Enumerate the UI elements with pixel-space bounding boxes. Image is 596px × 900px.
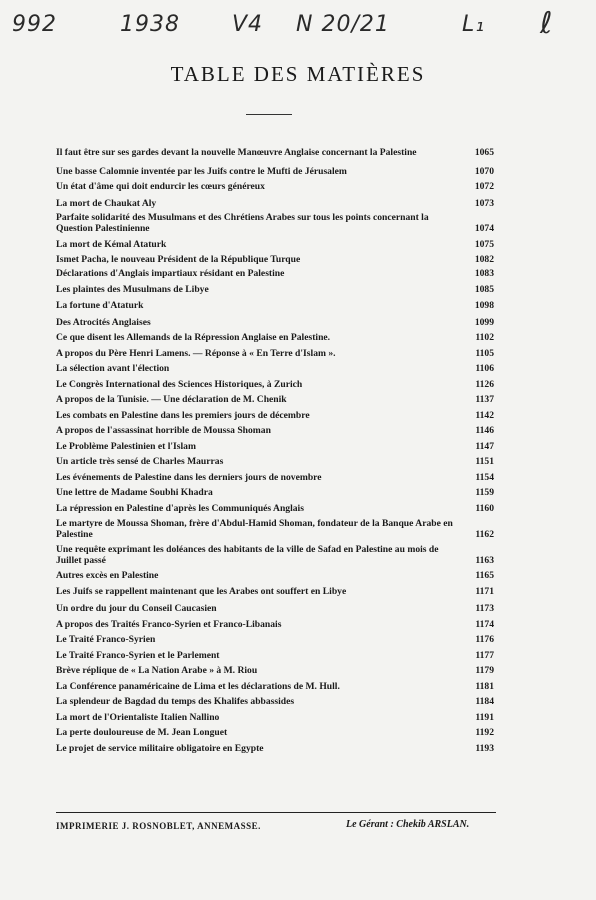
toc-entry (56, 651, 494, 662)
toc-entry-page: 1160 (475, 502, 494, 514)
toc-entry (56, 682, 494, 693)
toc-entry (56, 269, 494, 280)
toc-entry-title: La sélection avant l'élection (56, 363, 170, 374)
toc-entry-title: A propos de la Tunisie. — Une déclaration de M. Chenik (56, 394, 287, 405)
toc-entry-title: Le Congrès International des Sciences Historiques, à Zurich (56, 378, 303, 390)
toc-entry-page: 1179 (475, 665, 494, 676)
toc-entry-page: 1162 (475, 528, 494, 540)
toc-entry-title: La mort de Kémal Ataturk (56, 239, 167, 250)
toc-entry-page: 1184 (475, 696, 494, 707)
toc-entry (56, 285, 494, 296)
toc-entry-page: 1181 (475, 680, 494, 692)
toc-entry (56, 697, 494, 708)
toc-entry-page: 1126 (475, 378, 494, 390)
toc-entry-title: Brève réplique de « La Nation Arabe » à M. Riou (56, 665, 258, 676)
toc-entry (56, 182, 494, 193)
toc-entry-title: Un état d'âme qui doit endurcir les cœurs généreux (56, 181, 265, 192)
toc-entry (56, 713, 494, 724)
toc-entry-title: Les Juifs se rappellent maintenant que les Arabes ont souffert en Libye (56, 585, 347, 597)
toc-entry-title: A propos de l'assassinat horrible de Moussa Shoman (56, 425, 271, 436)
toc-entry (56, 604, 494, 615)
toc-entry-title: Il faut être sur ses gardes devant la nouvelle Manœuvre Anglaise concernant la Palestine (56, 147, 417, 158)
toc-entry-title: Le Traité Franco-Syrien (56, 634, 156, 645)
table-of-contents (56, 143, 494, 754)
handwritten-note-5: L₁ (462, 12, 486, 37)
toc-entry-title: Le martyre de Moussa Shoman, frère d'Abdul-Hamid Shoman, fondateur de la Banque Arabe en Palestine (56, 518, 453, 540)
printer-imprint: IMPRIMERIE J. ROSNOBLET, ANNEMASSE. (56, 821, 261, 831)
toc-entry-title: Parfaite solidarité des Musulmans et des Chrétiens Arabes sur tous les points concernant la Question Palestinienne (56, 212, 429, 234)
toc-entry-page: 1177 (475, 649, 494, 661)
toc-entry (56, 240, 494, 251)
toc-entry-page: 1074 (474, 222, 494, 234)
toc-entry-title: La fortune d'Ataturk (56, 300, 144, 311)
toc-entry-title: Des Atrocités Anglaises (56, 316, 151, 328)
toc-entry-page: 1070 (474, 165, 494, 177)
toc-entry-title: Autres excès en Palestine (56, 570, 159, 581)
handwritten-note-1: 992 (12, 12, 57, 37)
toc-entry-page: 1099 (474, 316, 494, 328)
toc-entry-title: La mort de Chaukat Aly (56, 197, 157, 209)
toc-entry-page: 1191 (475, 711, 494, 723)
toc-entry (56, 457, 494, 468)
toc-entry-page: 1082 (474, 253, 494, 265)
gerant-signature: Le Gérant : Chekib ARSLAN. (346, 819, 470, 830)
toc-entry-page: 1102 (475, 332, 494, 343)
toc-entry-page: 1173 (475, 603, 494, 614)
toc-entry (56, 545, 494, 566)
toc-entry (56, 395, 494, 406)
toc-entry-page: 1151 (475, 456, 494, 467)
toc-entry-page: 1192 (475, 727, 494, 738)
toc-entry-title: Les plaintes des Musulmans de Libye (56, 283, 209, 295)
toc-entry-title: Le Problème Palestinien et l'Islam (56, 440, 196, 452)
toc-entry-title: A propos des Traités Franco-Syrien et Franco-Libanais (56, 618, 282, 630)
toc-entry (56, 519, 494, 540)
handwritten-note-2: 1938 (120, 12, 180, 37)
handwritten-note-4: N 20/21 (296, 12, 390, 37)
toc-entry-title: Le projet de service militaire obligatoire en Egypte (56, 742, 264, 754)
toc-entry (56, 167, 494, 178)
toc-entry-page: 1083 (474, 268, 494, 279)
toc-entry (56, 620, 494, 631)
toc-entry-page: 1154 (475, 471, 494, 483)
toc-entry-title: Ismet Pacha, le nouveau Président de la République Turque (56, 253, 301, 265)
toc-entry-page: 1142 (475, 409, 494, 421)
toc-entry (56, 349, 494, 360)
toc-entry-page: 1098 (474, 300, 494, 311)
toc-entry-title: Ce que disent les Allemands de la Répression Anglaise en Palestine. (56, 332, 331, 343)
toc-entry-title: La mort de l'Orientaliste Italien Nallino (56, 711, 220, 723)
toc-entry (56, 364, 494, 375)
toc-entry-page: 1075 (474, 239, 494, 250)
toc-entry (56, 488, 494, 499)
toc-entry (56, 380, 494, 391)
toc-entry-page: 1146 (475, 425, 494, 436)
toc-entry-title: Une lettre de Madame Soubhi Khadra (56, 487, 213, 498)
toc-entry-page: 1073 (474, 197, 494, 209)
toc-entry (56, 587, 494, 598)
toc-entry-title: Les événements de Palestine dans les derniers jours de novembre (56, 471, 322, 483)
title-divider (246, 114, 292, 115)
toc-entry-title: Un ordre du jour du Conseil Caucasien (56, 603, 217, 614)
toc-entry (56, 473, 494, 484)
toc-entry-title: Le Traité Franco-Syrien et le Parlement (56, 649, 220, 661)
handwritten-annotation (0, 6, 596, 46)
toc-entry-page: 1174 (475, 618, 494, 630)
toc-entry-page: 1193 (475, 742, 494, 754)
handwritten-note-6: ℓ (540, 6, 554, 41)
toc-entry-page: 1137 (475, 394, 494, 405)
toc-entry-title: La splendeur de Bagdad du temps des Khalifes abbassides (56, 696, 295, 707)
toc-entry-title: La Conférence panaméricaine de Lima et les déclarations de M. Hull. (56, 680, 340, 692)
toc-entry-title: Déclarations d'Anglais impartiaux résidant en Palestine (56, 268, 285, 279)
toc-entry (56, 213, 494, 234)
toc-entry (56, 333, 494, 344)
toc-entry-title: La perte douloureuse de M. Jean Longuet (56, 727, 228, 738)
toc-entry-title: La répression en Palestine d'après les Communiqués Anglais (56, 502, 304, 514)
toc-entry (56, 571, 494, 582)
toc-entry-page: 1163 (475, 554, 494, 566)
toc-entry-title: Une requête exprimant les doléances des habitants de la ville de Safad en Palestine au mois de Juillet passé (56, 544, 439, 566)
toc-entry (56, 411, 494, 422)
toc-entry (56, 426, 494, 437)
toc-entry-page: 1176 (475, 634, 494, 645)
toc-entry (56, 318, 494, 329)
toc-entry-page: 1165 (475, 570, 494, 581)
toc-entry-page: 1072 (474, 181, 494, 192)
toc-entry-page: 1171 (475, 585, 494, 597)
toc-entry-page: 1105 (475, 347, 494, 359)
toc-entry (56, 148, 494, 159)
toc-entry-page: 1147 (475, 440, 494, 452)
toc-entry-title: Une basse Calomnie inventée par les Juifs contre le Mufti de Jérusalem (56, 165, 347, 177)
toc-entry-title: A propos du Père Henri Lamens. — Réponse à « En Terre d'Islam ». (56, 347, 336, 359)
toc-entry (56, 744, 494, 755)
handwritten-note-3: V4 (232, 12, 264, 37)
page-title: TABLE DES MATIÈRES (170, 62, 426, 86)
footer-divider (56, 812, 496, 813)
toc-entry (56, 666, 494, 677)
toc-entry-page: 1106 (475, 363, 494, 374)
toc-entry-page: 1065 (474, 147, 494, 158)
toc-entry (56, 635, 494, 646)
toc-entry (56, 442, 494, 453)
toc-entry (56, 504, 494, 515)
toc-entry (56, 199, 494, 210)
toc-entry-title: Un article très sensé de Charles Maurras (56, 456, 224, 467)
toc-entry (56, 255, 494, 266)
toc-entry-page: 1159 (475, 487, 494, 498)
toc-entry-title: Les combats en Palestine dans les premiers jours de décembre (56, 409, 310, 421)
toc-entry-page: 1085 (474, 283, 494, 295)
toc-entry (56, 728, 494, 739)
toc-entry (56, 301, 494, 312)
